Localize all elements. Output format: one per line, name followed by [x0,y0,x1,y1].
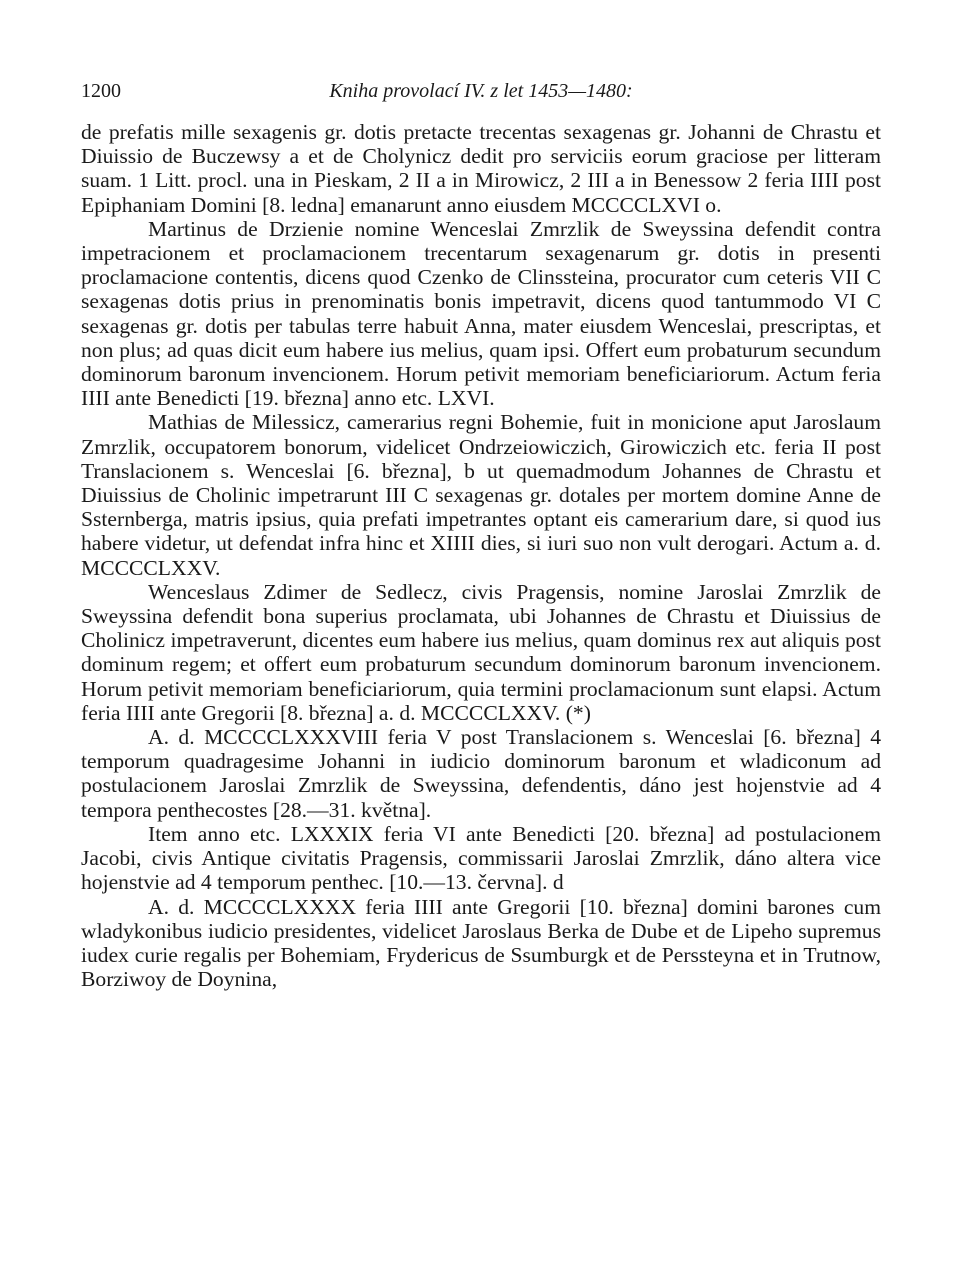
paragraph-6: Item anno etc. LXXXIX feria VI ante Benedicti [20. března] ad postulacionem Jacobi, civis Antique civitatis Pragensis, commissarii Jaroslai Zmrzlik, dáno altera vice hojenstvie ad 4 temporum penthec. [10.—13. června]. d [81,821,881,895]
running-title: Kniha provolací IV. z let 1453—1480: [329,80,633,102]
paragraph-1: de prefatis mille sexagenis gr. dotis pretacte trecentas sexagenas gr. Johanni de Chrastu et Diuissio de Buczewsy a et de Cholynicz dedit pro serviciis eorum graciose per litteram suam. 1 Litt. procl. una in Pieskam, 2 II a in Mirowicz, 2 III a in Benessow 2 feria IIII post Epiphaniam Domini [8. ledna] emanarunt anno eiusdem MCCCCLXVI o. [81,120,881,217]
document-page [81,80,881,991]
paragraph-4: Wenceslaus Zdimer de Sedlecz, civis Pragensis, nomine Jaroslai Zmrzlik de Sweyssina defendit bona superius proclamata, ubi Johannes de Chrastu et Diuissius de Cholinicz impetraverunt, dicentes eum habere ius melius, quam dominus rex aut aliquis post dominum regem; et offert eum probaturum secundum dominorum baronum invencionem. Horum petivit memoriam beneficiariorum, quia termini proclamacionum sunt elapsi. Actum feria IIII ante Gregorii [8. března] a. d. MCCCCLXXV. (*) [81,579,881,725]
body-text [81,120,881,991]
paragraph-5: A. d. MCCCCLXXXVIII feria V post Translacionem s. Wenceslai [6. března] 4 temporum quadragesime Johanni in iudicio dominorum baronum et wladiconum ad postulacionem Jaroslai Zmrzlik de Sweyssina, defendentis, dáno jest hojenstvie ad 4 tempora penthecostes [28.—31. května]. [81,725,881,822]
paragraph-7: A. d. MCCCCLXXXX feria IIII ante Gregorii [10. března] domini barones cum wladykonibus iudicio presidentes, videlicet Jaroslaus Berka de Dube et de Lipeho supremus iudex curie regalis per Bohemiam, Frydericus de Ssumburgk et de Perssteyna et in Trutnow, Borziwoy de Doynina, [81,894,881,992]
paragraph-2: Martinus de Drzienie nomine Wenceslai Zmrzlik de Sweyssina defendit contra impetracionem et proclamacionem trecentarum sexagenarum gr. dotis in presenti proclamacione contentis, dicens quod Czenko de Clinssteina, procurator cum ceteris VII C sexagenas dotis prius in prenominatis bonis impetravit, dicens quod tantummodo VI C sexagenas gr. dotis per tabulas terre habuit Anna, mater eiusdem Wenceslai, prescriptas, et non plus; ad quas dicit eum habere ius melius, quam ipsi. Offert eum probaturum secundum dominorum baronum invencionem. Horum petivit memoriam beneficiariorum. Actum feria IIII ante Benedicti [19. března] anno etc. LXVI. [81,216,881,411]
paragraph-3: Mathias de Milessicz, camerarius regni Bohemie, fuit in monicione aput Jaroslaum Zmrzlik, occupatorem bonorum, videlicet Ondrzeiowiczich, Girowiczich etc. feria II post Translacionem s. Wenceslai [6. března], b ut quemadmodum Johannes de Chrastu et Diuissius de Cholinic impetrarunt III C sexagenas gr. dotales per mortem domine Anne de Ssternberga, matris ipsius, quia prefati impetrantes optant eis camerarium dare, si quod ius habere videtur, ut defendat infra hinc et XIIII dies, si iuri suo non vult derogari. Actum a. d. MCCCCLXXV. [81,410,881,580]
page-number: 1200 [81,80,121,102]
running-head [81,80,881,120]
